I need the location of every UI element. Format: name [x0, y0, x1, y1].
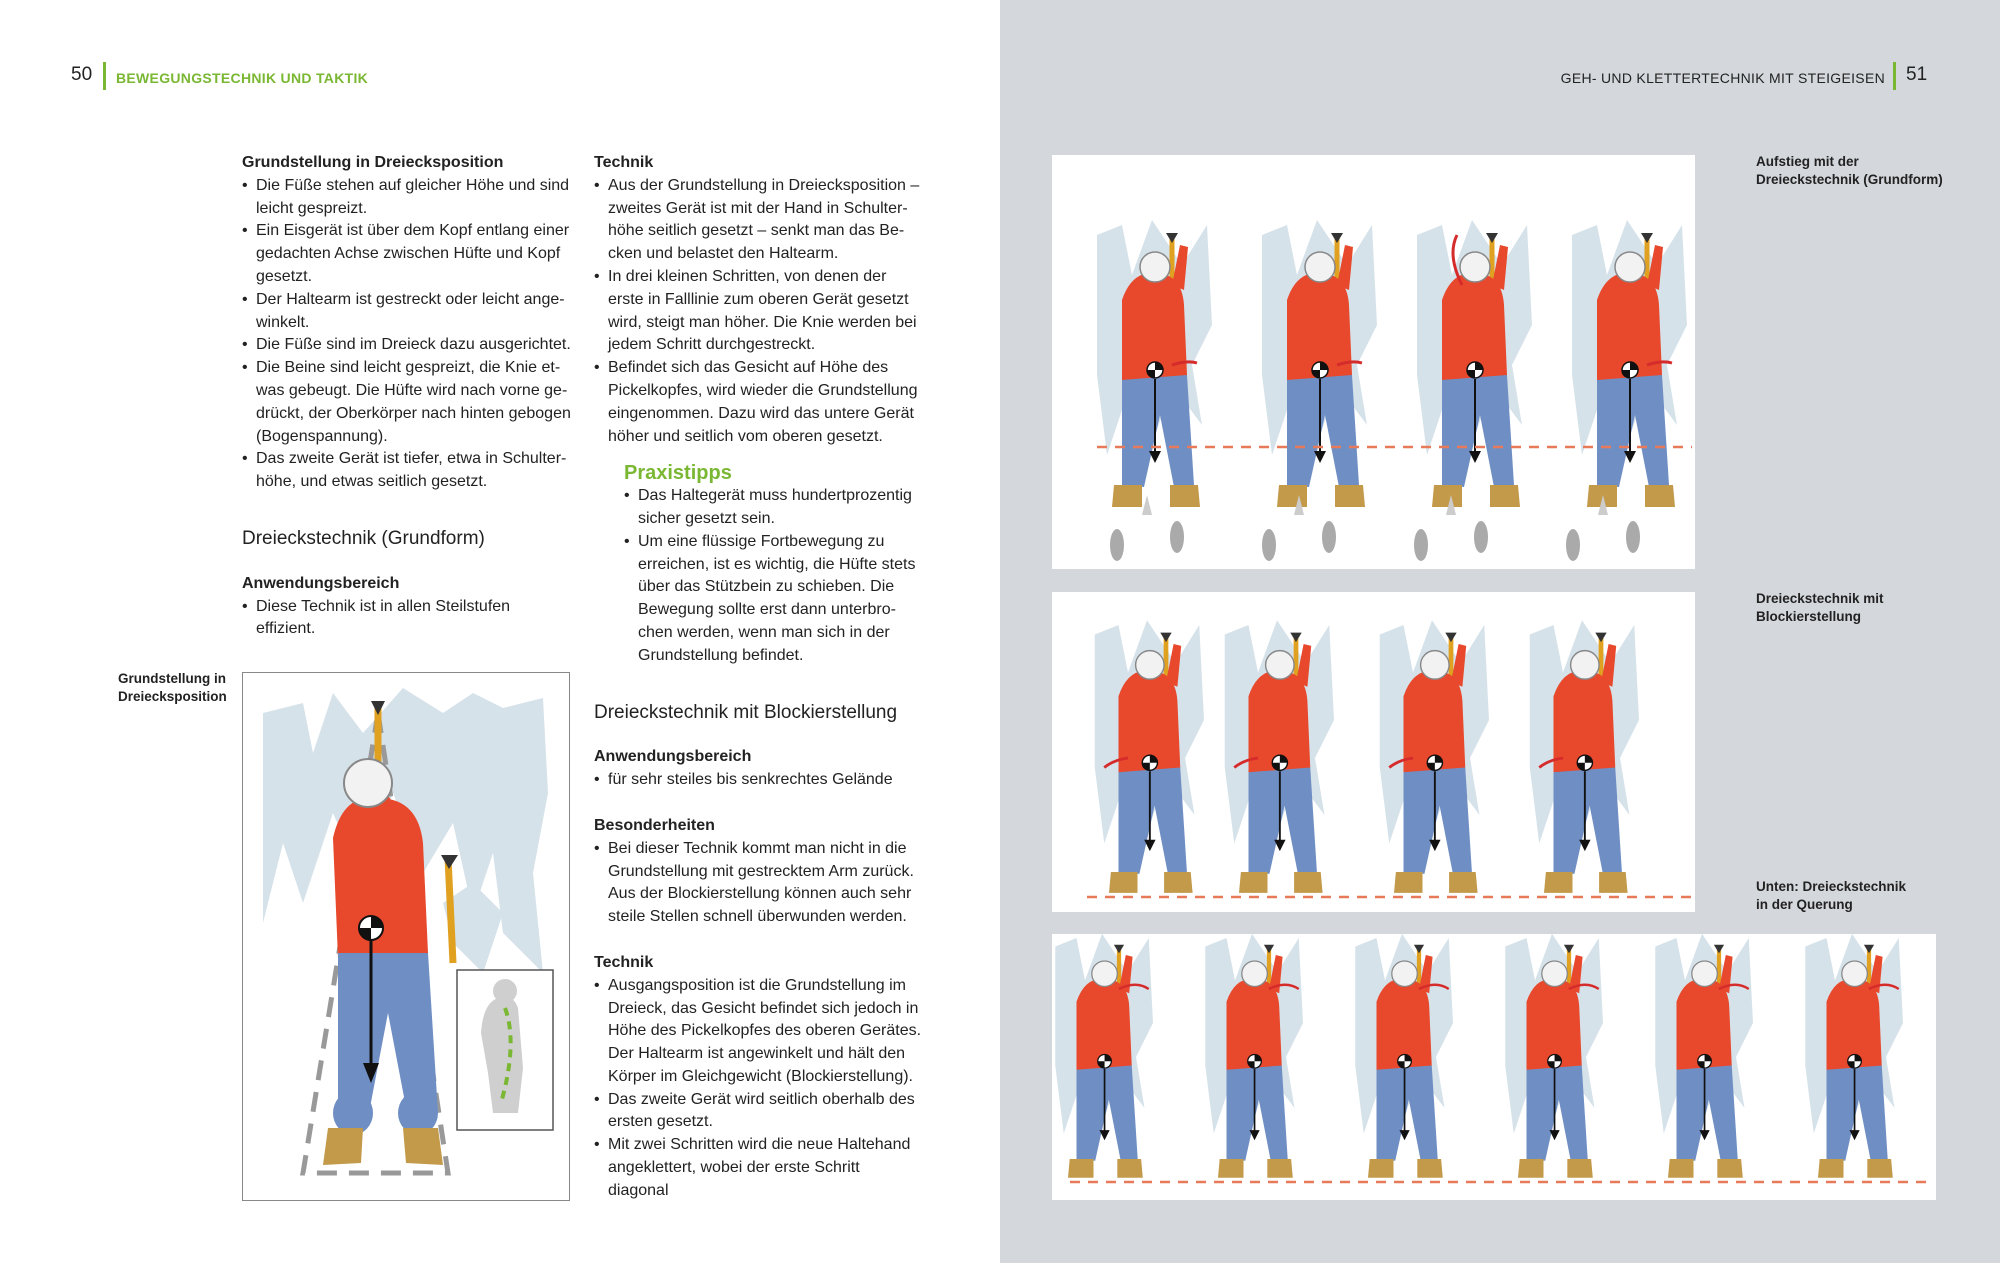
list-anwendungsbereich-2: [594, 769, 924, 792]
list-praxistipps: [624, 485, 924, 667]
list-item: • Das Haltegerät muss hundertprozentig sicher gesetzt sein.: [624, 485, 924, 531]
list-item: • Diese Technik ist in allen Steilstufen effizient.: [242, 596, 572, 642]
climber-figure: [1417, 220, 1532, 507]
axe-mark: [1142, 495, 1152, 515]
heading-anwendungsbereich-1: Anwendungsbereich: [242, 574, 400, 592]
climber-figure: [1572, 220, 1687, 507]
footprint: [1262, 529, 1276, 561]
right-page: [1000, 0, 2000, 1263]
page-number-right: 51: [1906, 64, 1928, 85]
climber-figure: [1097, 220, 1212, 507]
climber-figure: [1355, 934, 1453, 1178]
list-item: • Bei dieser Technik kommt man nicht in die Grundstellung mit gestrecktem Arm zurück. Aus der Blockierstellung können auch sehr steile Stellen schnell überwunden werden.: [594, 838, 924, 929]
list-item: • Der Haltearm ist gestreckt oder leicht angewinkelt.: [242, 289, 572, 335]
list-anwendungsbereich-1: [242, 596, 572, 642]
heading-praxistipps: Praxistipps: [624, 462, 732, 485]
heading-besonderheiten: Besonderheiten: [594, 816, 715, 834]
list-technik-2: [594, 975, 924, 1203]
footprint: [1474, 521, 1488, 553]
illustration-querung-sequence: [1052, 934, 1936, 1200]
heading-dreieckstechnik-grundform: Dreieckstechnik (Grundform): [242, 527, 485, 549]
heading-technik-1: Technik: [594, 154, 654, 171]
page-number-left: 50: [71, 64, 93, 85]
climber-figure: [1055, 934, 1153, 1178]
climber-figure: [1380, 620, 1489, 893]
header-divider-left: [103, 62, 106, 90]
climber-figure: [1205, 934, 1303, 1178]
climber-figure: [1655, 934, 1753, 1178]
list-item: • Ausgangsposition ist die Grundstellung im Dreieck, das Gesicht befindet sich jedoch in Höhe des Pickelkopfes des oberen Gerätes. Der Haltearm ist angewinkelt und hält den Körper im Gleichgewicht (Blockierstellung).: [594, 975, 924, 1089]
list-item: • Das zweite Gerät wird seitlich oberhalb des ersten gesetzt.: [594, 1089, 924, 1135]
list-item: • In drei kleinen Schritten, von denen der erste in Falllinie zum oberen Gerät gesetzt wird, steigt man höher. Die Knie werden bei jedem Schritt durchgestreckt.: [594, 266, 924, 357]
footprint: [1110, 529, 1124, 561]
list-item: • Die Füße sind im Dreieck dazu ausgerichtet.: [242, 334, 572, 357]
climber-figure: [1530, 620, 1639, 893]
list-item: • Aus der Grundstellung in Dreiecksposition – zweites Gerät ist mit der Hand in Schulterhöhe seitlich gesetzt – senkt man das Becken und belastet den Haltearm.: [594, 175, 924, 266]
climber-figure: [1225, 620, 1334, 893]
section-title-left: BEWEGUNGSTECHNIK UND TAKTIK: [116, 70, 369, 86]
caption-querung: Unten: Dreieckstechnik in der Querung: [1756, 879, 1907, 912]
list-item: • für sehr steiles bis senkrechtes Gelände: [594, 769, 924, 792]
list-technik-1: [594, 175, 924, 449]
footprint: [1170, 521, 1184, 553]
column-right: [594, 152, 924, 1203]
heading-grundstellung: Grundstellung in Dreiecksposition: [242, 154, 504, 171]
figure-grundstellung: [242, 672, 570, 1201]
climber-figure: [1505, 934, 1603, 1178]
climber-figure: [1805, 934, 1903, 1178]
footprint: [1626, 521, 1640, 553]
illustration-blockierstellung-sequence: [1052, 592, 1695, 912]
column-left: [242, 152, 572, 641]
illustration-grundform-sequence: [1052, 155, 1695, 569]
list-besonderheiten: [594, 838, 924, 929]
footprint: [1322, 521, 1336, 553]
caption-aufstieg-grundform: Aufstieg mit der Dreieckstechnik (Grundform): [1756, 154, 1943, 187]
list-item: • Die Füße stehen auf gleicher Höhe und sind leicht gespreizt.: [242, 175, 572, 221]
heading-dreieckstechnik-blockierstellung: Dreieckstechnik mit Blockierstellung: [594, 701, 898, 723]
figure-blockierstellung: [1052, 592, 1695, 912]
figure-querung: [1052, 934, 1936, 1200]
climber-figure: [1262, 220, 1377, 507]
footprint: [1566, 529, 1580, 561]
climber-figure: [1095, 620, 1204, 893]
list-item: • Ein Eisgerät ist über dem Kopf entlang einer gedachten Achse zwischen Hüfte und Kopf gesetzt.: [242, 220, 572, 288]
list-item: • Um eine flüssige Fortbewegung zu erreichen, ist es wichtig, die Hüfte stets über das Stützbein zu schieben. Die Bewegung sollte erst dann unterbrochen werden, wenn man sich in der Grundstellung befindet.: [624, 531, 924, 668]
heading-technik-2: Technik: [594, 953, 654, 971]
figure-caption-grundstellung: Grundstellung in Dreiecksposition: [118, 671, 227, 704]
caption-blockierstellung: Dreieckstechnik mit Blockierstellung: [1756, 591, 1884, 624]
figure-aufstieg-grundform: [1052, 155, 1695, 569]
list-item: • Das zweite Gerät ist tiefer, etwa in Schulterhöhe, und etwas seitlich gesetzt.: [242, 448, 572, 494]
section-title-right: GEH- UND KLETTERTECHNIK MIT STEIGEISEN: [1560, 70, 1885, 86]
climber-illustration-large: [243, 673, 569, 1200]
list-item: • Mit zwei Schritten wird die neue Haltehand angeklettert, wobei der erste Schritt diagonal: [594, 1134, 924, 1202]
list-item: • Befindet sich das Gesicht auf Höhe des Pickelkopfes, wird wieder die Grundstellung eingenommen. Dazu wird das untere Gerät höher und seitlich vom oberen gesetzt.: [594, 357, 924, 448]
footprint: [1414, 529, 1428, 561]
list-item: • Die Beine sind leicht gespreizt, die Knie etwas gebeugt. Die Hüfte wird nach vorne gedrückt, der Oberkörper nach hinten gebogen (Bogenspannung).: [242, 357, 572, 448]
list-grundstellung: [242, 175, 572, 494]
heading-anwendungsbereich-2: Anwendungsbereich: [594, 748, 752, 766]
header-divider-right: [1893, 62, 1896, 90]
